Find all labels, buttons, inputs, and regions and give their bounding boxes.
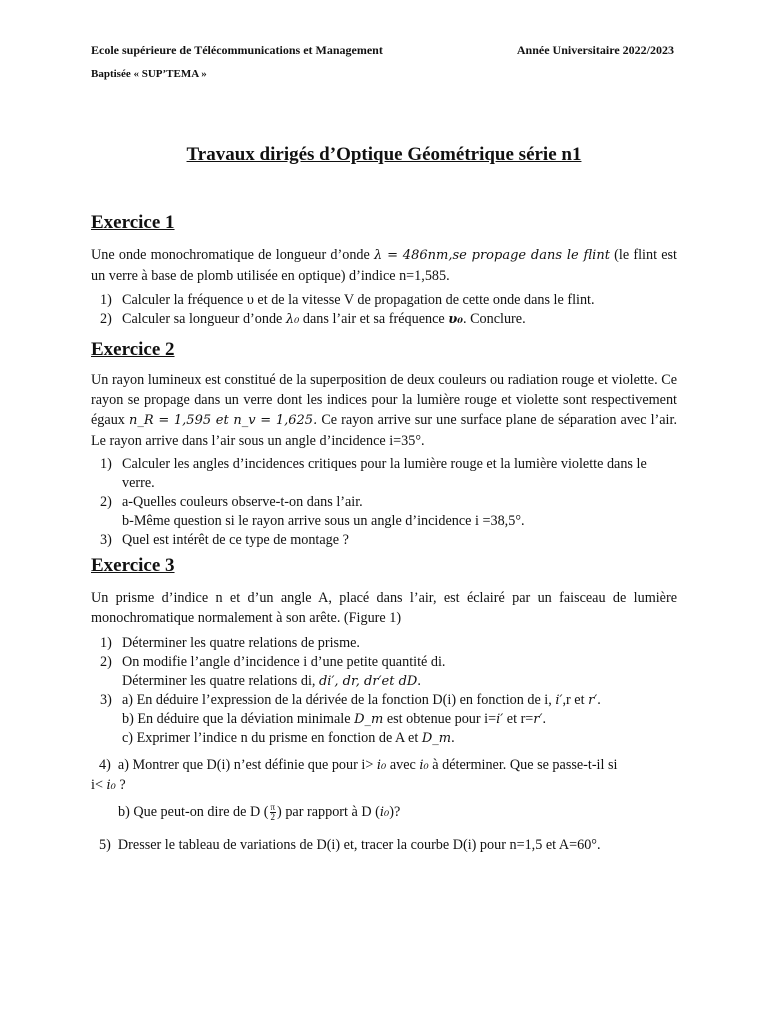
ex3-question-5: [99, 835, 601, 855]
ex3-q3b-text-c: et r=: [503, 711, 534, 727]
header-nickname: Baptisée « SUP’TEMA »: [91, 68, 207, 80]
ex3-q4a-math-i0b: i₀: [419, 758, 429, 773]
ex2-q1-number: 1): [100, 456, 112, 472]
ex3-q3a-math-i: i′: [555, 693, 563, 708]
ex3-q3a-end: .: [597, 692, 601, 708]
ex3-q3a-line: [122, 691, 681, 710]
ex3-q3b-text-b: est obtenue pour i=: [383, 711, 497, 727]
ex3-q3b-math-i: i′: [496, 712, 504, 727]
exercise-3-heading: Exercice 3: [91, 555, 175, 576]
ex3-q4a-text-d: i<: [91, 777, 107, 793]
ex3-question-2: [91, 653, 681, 691]
ex1-q1-number: 1): [100, 292, 112, 308]
exercise-1-questions: [91, 291, 681, 329]
header-year: Année Universitaire 2022/2023: [516, 43, 674, 57]
ex2-q2a-text: a-Quelles couleurs observe-t-on dans l’air.: [122, 494, 363, 510]
ex3-question-1: [91, 634, 681, 653]
ex3-q4-number: 4): [99, 757, 111, 773]
exercise-1-intro: [91, 245, 677, 286]
ex3-question-4a-cont: [91, 775, 126, 796]
ex1-intro-text-a: Une onde monochromatique de longueur d’onde: [91, 247, 375, 263]
ex3-q3a-text-b: ,r et: [562, 692, 589, 708]
exercise-2-heading: Exercice 2: [91, 339, 175, 360]
header-school: Ecole supérieure de Télécommunications et Management: [91, 43, 383, 57]
ex3-q3b-end: .: [542, 711, 547, 727]
ex3-q3a-math-r: r′: [588, 693, 598, 708]
ex3-q4b-end: )?: [389, 804, 401, 820]
exercise-1-heading: Exercice 1: [91, 212, 175, 233]
ex3-q4a-end: ?: [115, 777, 126, 793]
ex3-q3c-math-dm: D_m: [421, 731, 452, 746]
ex3-q3c-end: .: [451, 730, 455, 746]
ex3-q4a-text-b: avec: [386, 757, 420, 773]
ex3-q4a-text: a) Montrer que D(i) n’est définie que pour i>: [117, 757, 377, 773]
ex2-question-3: [91, 531, 681, 550]
ex3-q3c-line: [122, 729, 681, 748]
exercise-3-questions: [91, 634, 681, 748]
ex2-q3-number: 3): [100, 532, 112, 548]
ex2-q3-text: Quel est intérêt de ce type de montage ?: [122, 532, 349, 548]
fraction-denominator: 2: [270, 812, 276, 823]
ex3-question-3: [91, 691, 681, 748]
ex2-question-1: [91, 455, 681, 493]
ex3-q4a-math-i0: i₀: [376, 758, 387, 773]
ex3-q4a-math-i0c: i₀: [106, 778, 116, 793]
ex1-intro-text-b: (le flint est un verre à base de plomb utilisée en optique) d’indice n=1,585.: [91, 247, 677, 284]
ex3-q3b-math-dm: D_m: [354, 712, 384, 727]
ex3-q3c-text: c) Exprimer l’indice n du prisme en fonction de A et: [122, 730, 422, 746]
ex1-q2-text-a: Calculer sa longueur d’onde: [122, 311, 286, 327]
ex1-q2-text-b: dans l’air et sa fréquence: [299, 311, 449, 327]
document-title: Travaux dirigés d’Optique Géométrique série n1: [186, 144, 582, 165]
ex3-q5-text: Dresser le tableau de variations de D(i) et, tracer la courbe D(i) pour n=1,5 et A=60°.: [117, 837, 601, 853]
ex2-question-2: [91, 493, 681, 531]
exercise-2-intro: [91, 370, 677, 451]
ex3-q1-number: 1): [100, 635, 112, 651]
ex3-q3b-math-r: r′: [533, 712, 543, 727]
ex2-q2-number: 2): [100, 494, 112, 510]
ex3-q4b-text: b) Que peut-on dire de D (: [118, 804, 269, 820]
ex3-q2-number: 2): [100, 654, 112, 670]
ex1-intro-math: λ = 486nm,se propage dans le flint: [374, 248, 610, 263]
ex3-q4b-math-i0: i₀: [379, 805, 390, 820]
ex3-q2b-end: .: [417, 673, 421, 689]
ex1-q2-text-c: . Conclure.: [462, 311, 526, 327]
ex3-q3a-text: a) En déduire l’expression de la dérivée de la fonction D(i) en fonction de i,: [122, 692, 556, 708]
ex3-q3b-text: b) En déduire que la déviation minimale: [122, 711, 355, 727]
ex3-q2b-math: di′, dr, dr′et dD: [318, 674, 418, 689]
ex2-q1-text: Calculer les angles d’incidences critiques pour la lumière rouge et la lumière violette dans le verre.: [122, 456, 647, 491]
ex3-q2b-text: Déterminer les quatre relations di,: [122, 673, 319, 689]
ex3-q2b-line: [122, 672, 681, 691]
ex1-q2-nu0: υ₀: [448, 312, 463, 327]
fraction-numerator: π: [270, 802, 276, 813]
ex3-q4a-text-c: à déterminer. Que se passe-t-il si: [428, 757, 618, 773]
ex3-q4b-text-b: ) par rapport à D (: [277, 804, 380, 820]
ex3-q3-number: 3): [100, 692, 112, 708]
ex1-q1-text: Calculer la fréquence υ et de la vitesse V de propagation de cette onde dans le flint.: [122, 292, 595, 308]
ex1-q2-number: 2): [100, 311, 112, 327]
ex1-question-2: [91, 310, 681, 329]
ex2-intro-math: n_R = 1,595 et n_v = 1,625.: [128, 413, 318, 428]
ex3-q3b-line: [122, 710, 681, 729]
ex1-q2-lambda0: λ₀: [285, 312, 300, 327]
exercise-2-questions: [91, 455, 681, 550]
pi-over-2-fraction: [270, 803, 277, 822]
ex1-question-1: [91, 291, 681, 310]
ex3-question-4a: [99, 755, 679, 776]
exercise-3-intro: Un prisme d’indice n et d’un angle A, placé dans l’air, est éclairé par un faisceau de lumière monochromatique normalement à son arête. (Figure 1): [91, 590, 677, 626]
ex2-intro-text-b: Ce rayon arrive sur une surface plane de séparation avec l’air. Le rayon arrive dans l’air sous un angle d’incidence i=35°.: [91, 412, 677, 449]
ex3-question-4b: [118, 802, 400, 823]
ex3-q2a-text: On modifie l’angle d’incidence i d’une petite quantité di.: [122, 654, 446, 670]
ex3-q5-number: 5): [99, 837, 111, 853]
ex2-intro-text-a: Un rayon lumineux est constitué de la superposition de deux couleurs ou radiation rouge et violette. Ce rayon se propage dans un verre dont les indices pour la lumière rouge et violette sont respectivement égaux: [91, 372, 677, 428]
ex3-q1-text: Déterminer les quatre relations de prisme.: [122, 635, 360, 651]
ex2-q2b-text: b-Même question si le rayon arrive sous un angle d’incidence i =38,5°.: [122, 513, 525, 529]
